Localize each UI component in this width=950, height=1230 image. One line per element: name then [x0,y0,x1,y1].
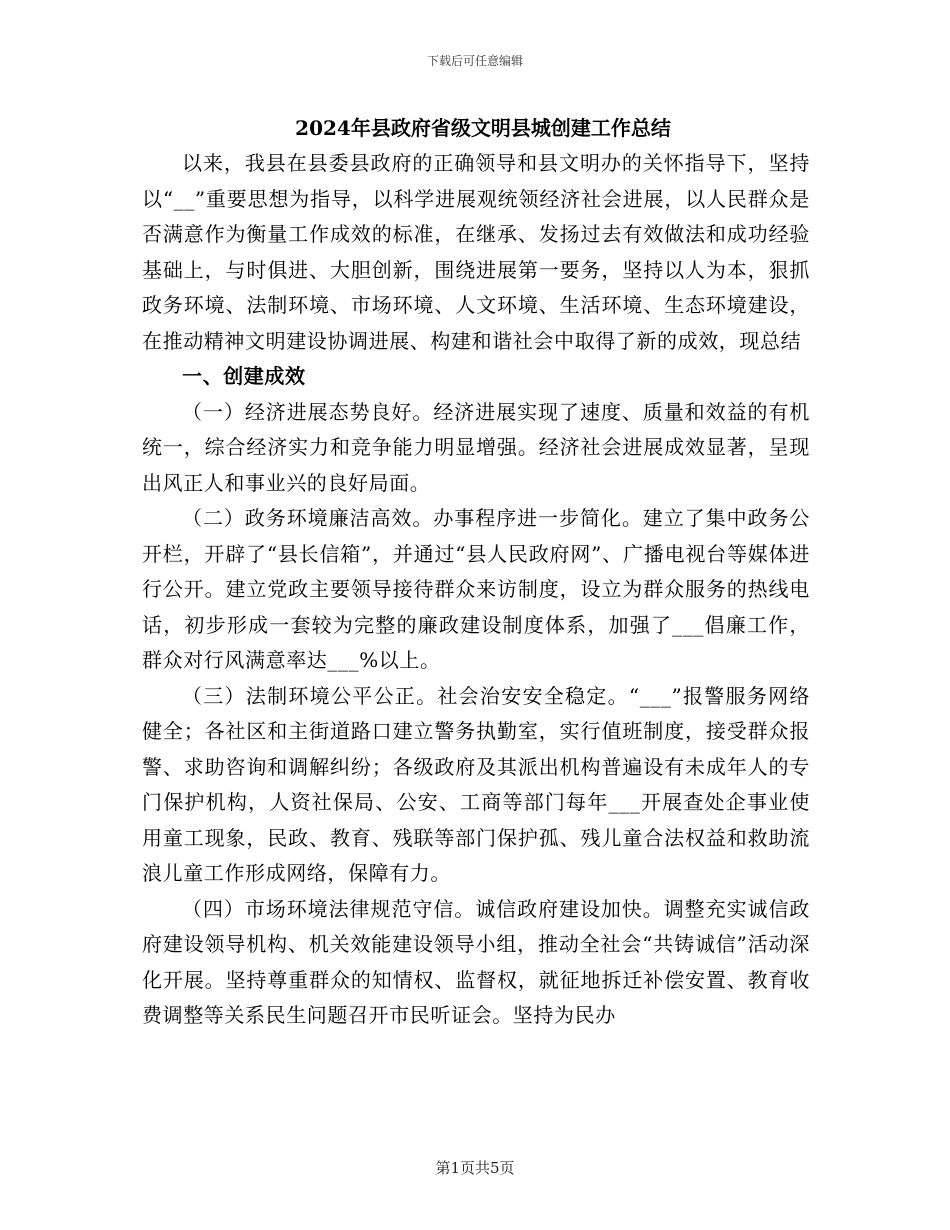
intro-paragraph: 以来，我县在县委县政府的正确领导和县文明办的关怀指导下，坚持以“__”重要思想为指导，以科学进展观统领经济社会进展，以人民群众是否满意作为衡量工作成效的标准，在继承、发扬过去有效做法和成功经验基础上，与时俱进、大胆创新，围绕进展第一要务，坚持以人为本，狠抓政务环境、法制环境、市场环境、人文环境、生活环境、生态环境建设，在推动精神文明建设协调进展、构建和谐社会中取得了新的成效，现总结 [142,151,810,353]
document-title: 2024年县政府省级文明县城创建工作总结 [295,116,671,140]
paragraph-government: （二）政务环境廉洁高效。办事程序进一步简化。建立了集中政务公开栏，开辟了“县长信箱”，并通过“县人民政府网”、广播电视台等媒体进行公开。建立党政主要领导接待群众来访制度，设立为群众服务的热线电话，初步形成一套较为完整的廉政建设制度体系，加强了___倡廉工作，群众对行风满意率达___%以上。 [142,506,810,672]
page-header-note: 下载后可任意编辑 [426,54,523,68]
paragraph-economy: （一）经济进展态势良好。经济进展实现了速度、质量和效益的有机统一，综合经济实力和竞争能力明显增强。经济社会进展成效显著，呈现出风正人和事业兴的良好局面。 [142,399,810,495]
section-heading: 一、创建成效 [182,364,306,388]
page-number: 第1页共5页 [435,1159,515,1177]
paragraph-market: （四）市场环境法律规范守信。诚信政府建设加快。调整充实诚信政府建设领导机构、机关效能建设领导小组，推动全社会“共铸诚信”活动深化开展。坚持尊重群众的知情权、监督权，就征地拆迁补偿安置、教育收费调整等关系民生问题召开市民听证会。坚持为民办 [142,896,810,1027]
paragraph-legal: （三）法制环境公平公正。社会治安安全稳定。“___”报警服务网络健全；各社区和主街道路口建立警务执勤室，实行值班制度，接受群众报警、求助咨询和调解纠纷；各级政府及其派出机构普遍设有未成年人的专门保护机构，人资社保局、公安、工商等部门每年___开展查处企事业使用童工现象，民政、教育、残联等部门保护孤、残儿童合法权益和救助流浪儿童工作形成网络，保障有力。 [142,683,810,885]
document-body [142,110,810,1034]
